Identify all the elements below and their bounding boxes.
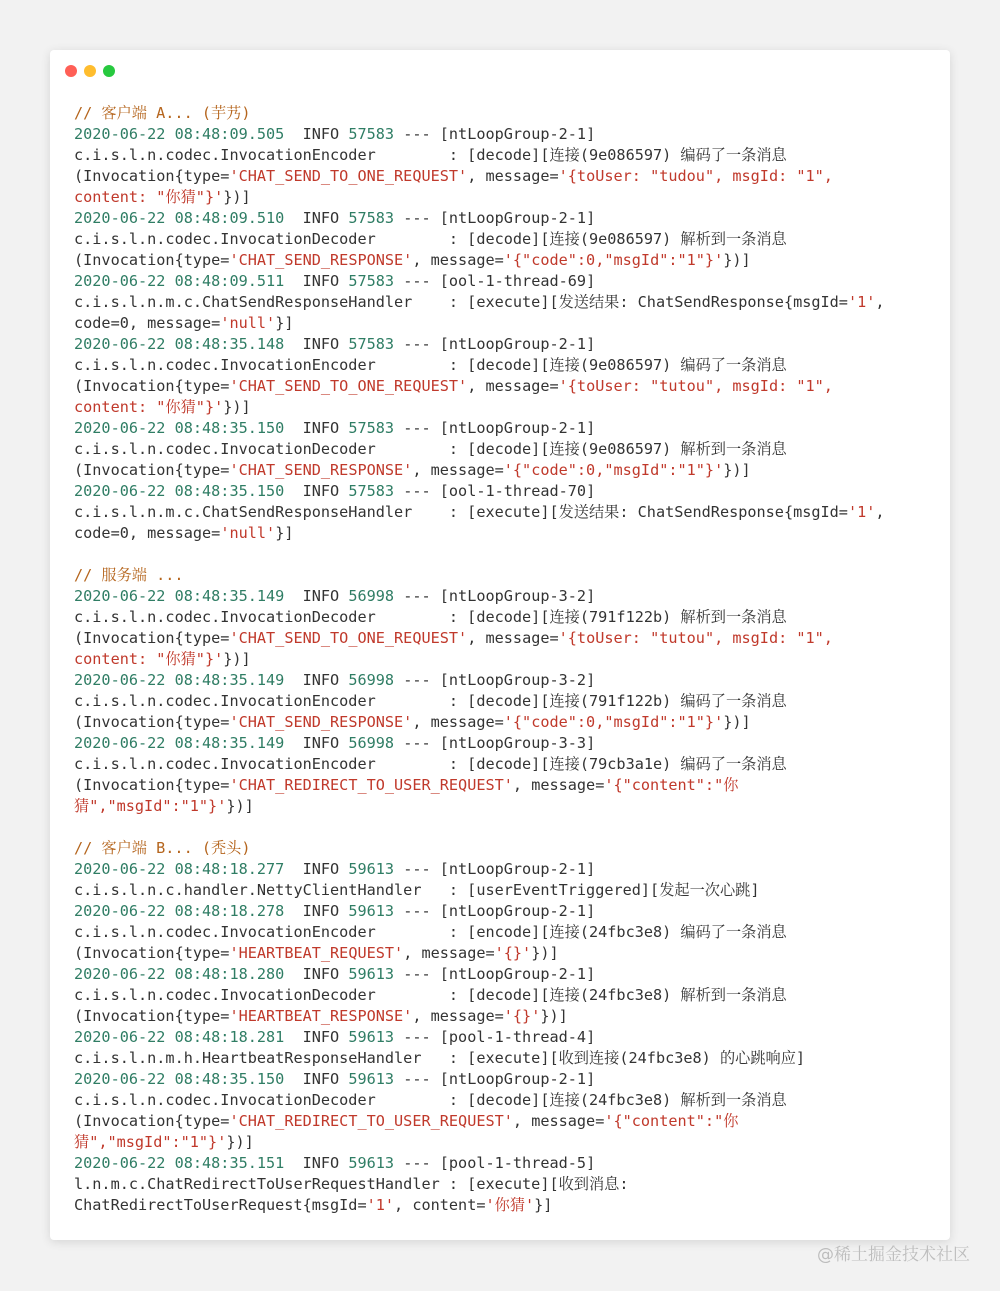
log-token: // 客户端 A... (芋艿) bbox=[74, 104, 251, 122]
log-token: '{}' bbox=[503, 1007, 541, 1025]
log-line bbox=[74, 145, 940, 166]
log-line bbox=[74, 922, 940, 943]
log-line bbox=[74, 523, 940, 544]
log-token: 'null' bbox=[220, 314, 276, 332]
log-token: , message= bbox=[467, 377, 559, 395]
log-token: , message= bbox=[412, 713, 504, 731]
log-line bbox=[74, 985, 940, 1006]
log-line bbox=[74, 1027, 940, 1048]
log-token: }] bbox=[275, 524, 294, 542]
code-window bbox=[50, 50, 950, 1240]
log-token: (Invocation{type= bbox=[74, 1112, 230, 1130]
log-line bbox=[74, 397, 940, 418]
log-token: --- [ntLoopGroup-3-3] bbox=[394, 734, 596, 752]
log-token: 59613 bbox=[348, 1070, 395, 1088]
log-token: c.i.s.l.n.codec.InvocationDecoder : [decode][连接(9e086597) 解析到一条消息 bbox=[74, 440, 787, 458]
log-token: --- [ntLoopGroup-2-1] bbox=[394, 860, 596, 878]
log-token: 2020-06-22 08:48:18.278 bbox=[74, 902, 285, 920]
log-token: 2020-06-22 08:48:35.150 bbox=[74, 419, 285, 437]
log-token: 'CHAT_REDIRECT_TO_USER_REQUEST' bbox=[229, 776, 513, 794]
log-line bbox=[74, 670, 940, 691]
watermark: @稀土掘金技术社区 bbox=[817, 1245, 970, 1265]
log-token: 'CHAT_SEND_TO_ONE_REQUEST' bbox=[229, 167, 468, 185]
log-line bbox=[74, 628, 940, 649]
log-line bbox=[74, 1090, 940, 1111]
log-token: --- [ntLoopGroup-2-1] bbox=[394, 419, 596, 437]
log-token: c.i.s.l.n.codec.InvocationEncoder : [decode][连接(9e086597) 编码了一条消息 bbox=[74, 356, 787, 374]
log-token: 'CHAT_SEND_TO_ONE_REQUEST' bbox=[229, 377, 468, 395]
log-token: '{"content":"你 bbox=[604, 1112, 739, 1130]
log-line bbox=[74, 964, 940, 985]
log-token: 2020-06-22 08:48:35.148 bbox=[74, 335, 285, 353]
log-line bbox=[74, 838, 940, 859]
log-token: '{"code":0,"msgId":"1"}' bbox=[503, 461, 724, 479]
log-line bbox=[74, 1153, 940, 1174]
log-token: --- [ntLoopGroup-2-1] bbox=[394, 209, 596, 227]
log-line bbox=[74, 418, 940, 439]
log-token: INFO bbox=[284, 209, 349, 227]
log-token: , message= bbox=[467, 629, 559, 647]
log-line bbox=[74, 880, 940, 901]
log-line bbox=[74, 1069, 940, 1090]
log-token: 57583 bbox=[348, 335, 395, 353]
log-token: '{toUser: "tudou", msgId: "1", bbox=[558, 167, 833, 185]
log-line bbox=[74, 1006, 940, 1027]
log-token: (Invocation{type= bbox=[74, 713, 230, 731]
log-token: INFO bbox=[284, 1028, 349, 1046]
log-line bbox=[74, 292, 940, 313]
log-token: c.i.s.l.n.m.c.ChatSendResponseHandler : [execute][发送结果: ChatSendResponse{msgId= bbox=[74, 503, 848, 521]
log-token: , message= bbox=[467, 167, 559, 185]
log-token: INFO bbox=[284, 1154, 349, 1172]
log-token: (Invocation{type= bbox=[74, 461, 230, 479]
log-token: })] bbox=[531, 944, 559, 962]
log-line bbox=[74, 1111, 940, 1132]
log-token: INFO bbox=[284, 671, 349, 689]
log-line bbox=[74, 124, 940, 145]
log-token: , message= bbox=[403, 944, 495, 962]
log-token: 2020-06-22 08:48:35.150 bbox=[74, 1070, 285, 1088]
log-line bbox=[74, 1132, 940, 1153]
log-token: (Invocation{type= bbox=[74, 629, 230, 647]
log-line bbox=[74, 187, 940, 208]
log-token: , content= bbox=[394, 1196, 486, 1214]
log-line bbox=[74, 355, 940, 376]
log-token: --- [ntLoopGroup-2-1] bbox=[394, 335, 596, 353]
log-token: c.i.s.l.n.codec.InvocationEncoder : [decode][连接(79cb3a1e) 编码了一条消息 bbox=[74, 755, 787, 773]
log-line bbox=[74, 586, 940, 607]
log-token: 'HEARTBEAT_REQUEST' bbox=[229, 944, 404, 962]
log-token: (Invocation{type= bbox=[74, 1007, 230, 1025]
log-token: INFO bbox=[284, 272, 349, 290]
log-line bbox=[74, 691, 940, 712]
log-token: INFO bbox=[284, 1070, 349, 1088]
log-token: c.i.s.l.n.c.handler.NettyClientHandler : [userEventTriggered][发起一次心跳] bbox=[74, 881, 760, 899]
log-token: INFO bbox=[284, 965, 349, 983]
log-token: --- [ool-1-thread-70] bbox=[394, 482, 596, 500]
log-token: 2020-06-22 08:48:35.151 bbox=[74, 1154, 285, 1172]
log-token: code=0, message= bbox=[74, 524, 221, 542]
log-token: content: "你猜"}' bbox=[74, 650, 224, 668]
log-token: 57583 bbox=[348, 125, 395, 143]
log-token: '1' bbox=[847, 503, 876, 521]
log-token: '1' bbox=[366, 1196, 395, 1214]
log-token: INFO bbox=[284, 419, 349, 437]
log-token: INFO bbox=[284, 482, 349, 500]
log-token: 2020-06-22 08:48:35.149 bbox=[74, 587, 285, 605]
log-token: l.n.m.c.ChatRedirectToUserRequestHandler : [execute][收到消息: bbox=[74, 1175, 629, 1193]
log-line bbox=[74, 250, 940, 271]
log-token: '你猜' bbox=[485, 1196, 535, 1214]
log-line bbox=[74, 271, 940, 292]
log-token: --- [ntLoopGroup-2-1] bbox=[394, 1070, 596, 1088]
log-token: (Invocation{type= bbox=[74, 776, 230, 794]
log-token: '{"content":"你 bbox=[604, 776, 739, 794]
log-token: // 客户端 B... (秃头) bbox=[74, 839, 251, 857]
log-token: 2020-06-22 08:48:09.510 bbox=[74, 209, 285, 227]
log-token: 'CHAT_SEND_RESPONSE' bbox=[229, 251, 413, 269]
log-token: ChatRedirectToUserRequest{msgId= bbox=[74, 1196, 367, 1214]
log-token: , bbox=[875, 293, 885, 311]
log-token: 2020-06-22 08:48:18.281 bbox=[74, 1028, 285, 1046]
log-line bbox=[74, 1048, 940, 1069]
log-token: 猜","msgId":"1"}' bbox=[74, 797, 227, 815]
log-line bbox=[74, 334, 940, 355]
log-token: INFO bbox=[284, 125, 349, 143]
log-token: c.i.s.l.n.codec.InvocationEncoder : [decode][连接(791f122b) 编码了一条消息 bbox=[74, 692, 787, 710]
log-token: })] bbox=[226, 797, 254, 815]
window-controls bbox=[65, 65, 115, 77]
log-token: 56998 bbox=[348, 734, 395, 752]
log-token: c.i.s.l.n.m.c.ChatSendResponseHandler : [execute][发送结果: ChatSendResponse{msgId= bbox=[74, 293, 848, 311]
log-line bbox=[74, 1195, 940, 1216]
log-token: --- [ntLoopGroup-2-1] bbox=[394, 125, 596, 143]
log-token: })] bbox=[223, 188, 251, 206]
log-token: INFO bbox=[284, 860, 349, 878]
log-token: --- [ntLoopGroup-3-2] bbox=[394, 587, 596, 605]
log-line bbox=[74, 649, 940, 670]
close-dot-icon bbox=[65, 65, 77, 77]
log-token: }] bbox=[534, 1196, 553, 1214]
log-token: c.i.s.l.n.codec.InvocationDecoder : [decode][连接(9e086597) 解析到一条消息 bbox=[74, 230, 787, 248]
log-line bbox=[74, 208, 940, 229]
log-token: 'CHAT_REDIRECT_TO_USER_REQUEST' bbox=[229, 1112, 513, 1130]
log-token: // 服务端 ... bbox=[74, 566, 184, 584]
log-token: INFO bbox=[284, 335, 349, 353]
log-token: content: "你猜"}' bbox=[74, 398, 224, 416]
log-token: 'HEARTBEAT_RESPONSE' bbox=[229, 1007, 413, 1025]
log-token: 59613 bbox=[348, 902, 395, 920]
log-token: '{"code":0,"msgId":"1"}' bbox=[503, 251, 724, 269]
log-token: , message= bbox=[412, 1007, 504, 1025]
log-token: , message= bbox=[512, 776, 605, 794]
log-line bbox=[74, 901, 940, 922]
log-token: --- [ool-1-thread-69] bbox=[394, 272, 596, 290]
log-token: --- [pool-1-thread-4] bbox=[394, 1028, 596, 1046]
log-token: })] bbox=[723, 251, 751, 269]
log-token: })] bbox=[223, 398, 251, 416]
log-line bbox=[74, 376, 940, 397]
log-token: --- [ntLoopGroup-2-1] bbox=[394, 902, 596, 920]
log-token: code=0, message= bbox=[74, 314, 221, 332]
log-token: 57583 bbox=[348, 209, 395, 227]
log-line bbox=[74, 229, 940, 250]
log-token: 2020-06-22 08:48:09.505 bbox=[74, 125, 285, 143]
log-token: 57583 bbox=[348, 482, 395, 500]
log-token: '{toUser: "tutou", msgId: "1", bbox=[558, 377, 833, 395]
log-line bbox=[74, 460, 940, 481]
log-line bbox=[74, 502, 940, 523]
log-token: c.i.s.l.n.m.h.HeartbeatResponseHandler : [execute][收到连接(24fbc3e8) 的心跳响应] bbox=[74, 1049, 806, 1067]
log-token: , message= bbox=[412, 251, 504, 269]
log-token: 57583 bbox=[348, 419, 395, 437]
log-line bbox=[74, 607, 940, 628]
log-token: c.i.s.l.n.codec.InvocationDecoder : [decode][连接(791f122b) 解析到一条消息 bbox=[74, 608, 787, 626]
log-token: 59613 bbox=[348, 860, 395, 878]
log-token: 'CHAT_SEND_RESPONSE' bbox=[229, 713, 413, 731]
log-token: }] bbox=[275, 314, 294, 332]
log-token: })] bbox=[723, 713, 751, 731]
log-token: 2020-06-22 08:48:35.150 bbox=[74, 482, 285, 500]
log-token: })] bbox=[540, 1007, 568, 1025]
log-token: (Invocation{type= bbox=[74, 251, 230, 269]
log-line bbox=[74, 733, 940, 754]
log-token: '1' bbox=[847, 293, 876, 311]
log-token: 2020-06-22 08:48:35.149 bbox=[74, 671, 285, 689]
log-token: --- [ntLoopGroup-2-1] bbox=[394, 965, 596, 983]
log-line bbox=[74, 481, 940, 502]
log-line bbox=[74, 103, 940, 124]
log-token: 59613 bbox=[348, 1154, 395, 1172]
log-token: content: "你猜"}' bbox=[74, 188, 224, 206]
log-line bbox=[74, 859, 940, 880]
log-token: '{}' bbox=[494, 944, 532, 962]
log-token: 56998 bbox=[348, 671, 395, 689]
log-token: (Invocation{type= bbox=[74, 944, 230, 962]
log-line bbox=[74, 1174, 940, 1195]
log-line bbox=[74, 439, 940, 460]
log-token: })] bbox=[223, 650, 251, 668]
log-token: '{toUser: "tutou", msgId: "1", bbox=[558, 629, 833, 647]
log-token: })] bbox=[723, 461, 751, 479]
minimize-dot-icon bbox=[84, 65, 96, 77]
log-token: 'CHAT_SEND_TO_ONE_REQUEST' bbox=[229, 629, 468, 647]
log-token: '{"code":0,"msgId":"1"}' bbox=[503, 713, 724, 731]
maximize-dot-icon bbox=[103, 65, 115, 77]
log-line bbox=[74, 817, 940, 838]
log-token: 'CHAT_SEND_RESPONSE' bbox=[229, 461, 413, 479]
log-line bbox=[74, 943, 940, 964]
log-token: 59613 bbox=[348, 1028, 395, 1046]
log-line bbox=[74, 796, 940, 817]
log-token: INFO bbox=[284, 587, 349, 605]
log-token: --- [pool-1-thread-5] bbox=[394, 1154, 596, 1172]
log-line bbox=[74, 166, 940, 187]
log-token: c.i.s.l.n.codec.InvocationEncoder : [decode][连接(9e086597) 编码了一条消息 bbox=[74, 146, 787, 164]
log-token: 2020-06-22 08:48:18.277 bbox=[74, 860, 285, 878]
log-token: 2020-06-22 08:48:35.149 bbox=[74, 734, 285, 752]
log-token: })] bbox=[226, 1133, 254, 1151]
log-token: --- [ntLoopGroup-3-2] bbox=[394, 671, 596, 689]
log-token: 2020-06-22 08:48:18.280 bbox=[74, 965, 285, 983]
log-line bbox=[74, 544, 940, 565]
log-token: 猜","msgId":"1"}' bbox=[74, 1133, 227, 1151]
log-output bbox=[74, 103, 940, 1216]
log-token: INFO bbox=[284, 734, 349, 752]
log-token: 59613 bbox=[348, 965, 395, 983]
log-line bbox=[74, 712, 940, 733]
log-line bbox=[74, 313, 940, 334]
log-token: 2020-06-22 08:48:09.511 bbox=[74, 272, 285, 290]
log-token: INFO bbox=[284, 902, 349, 920]
log-line bbox=[74, 775, 940, 796]
log-token: , message= bbox=[412, 461, 504, 479]
log-token: 'null' bbox=[220, 524, 276, 542]
log-token: c.i.s.l.n.codec.InvocationEncoder : [encode][连接(24fbc3e8) 编码了一条消息 bbox=[74, 923, 787, 941]
log-token: , bbox=[875, 503, 885, 521]
log-token: , message= bbox=[512, 1112, 605, 1130]
log-token: 56998 bbox=[348, 587, 395, 605]
log-token: c.i.s.l.n.codec.InvocationDecoder : [decode][连接(24fbc3e8) 解析到一条消息 bbox=[74, 1091, 787, 1109]
log-token: (Invocation{type= bbox=[74, 377, 230, 395]
log-token: (Invocation{type= bbox=[74, 167, 230, 185]
log-line bbox=[74, 754, 940, 775]
log-line bbox=[74, 565, 940, 586]
log-token: c.i.s.l.n.codec.InvocationDecoder : [decode][连接(24fbc3e8) 解析到一条消息 bbox=[74, 986, 787, 1004]
log-token: 57583 bbox=[348, 272, 395, 290]
